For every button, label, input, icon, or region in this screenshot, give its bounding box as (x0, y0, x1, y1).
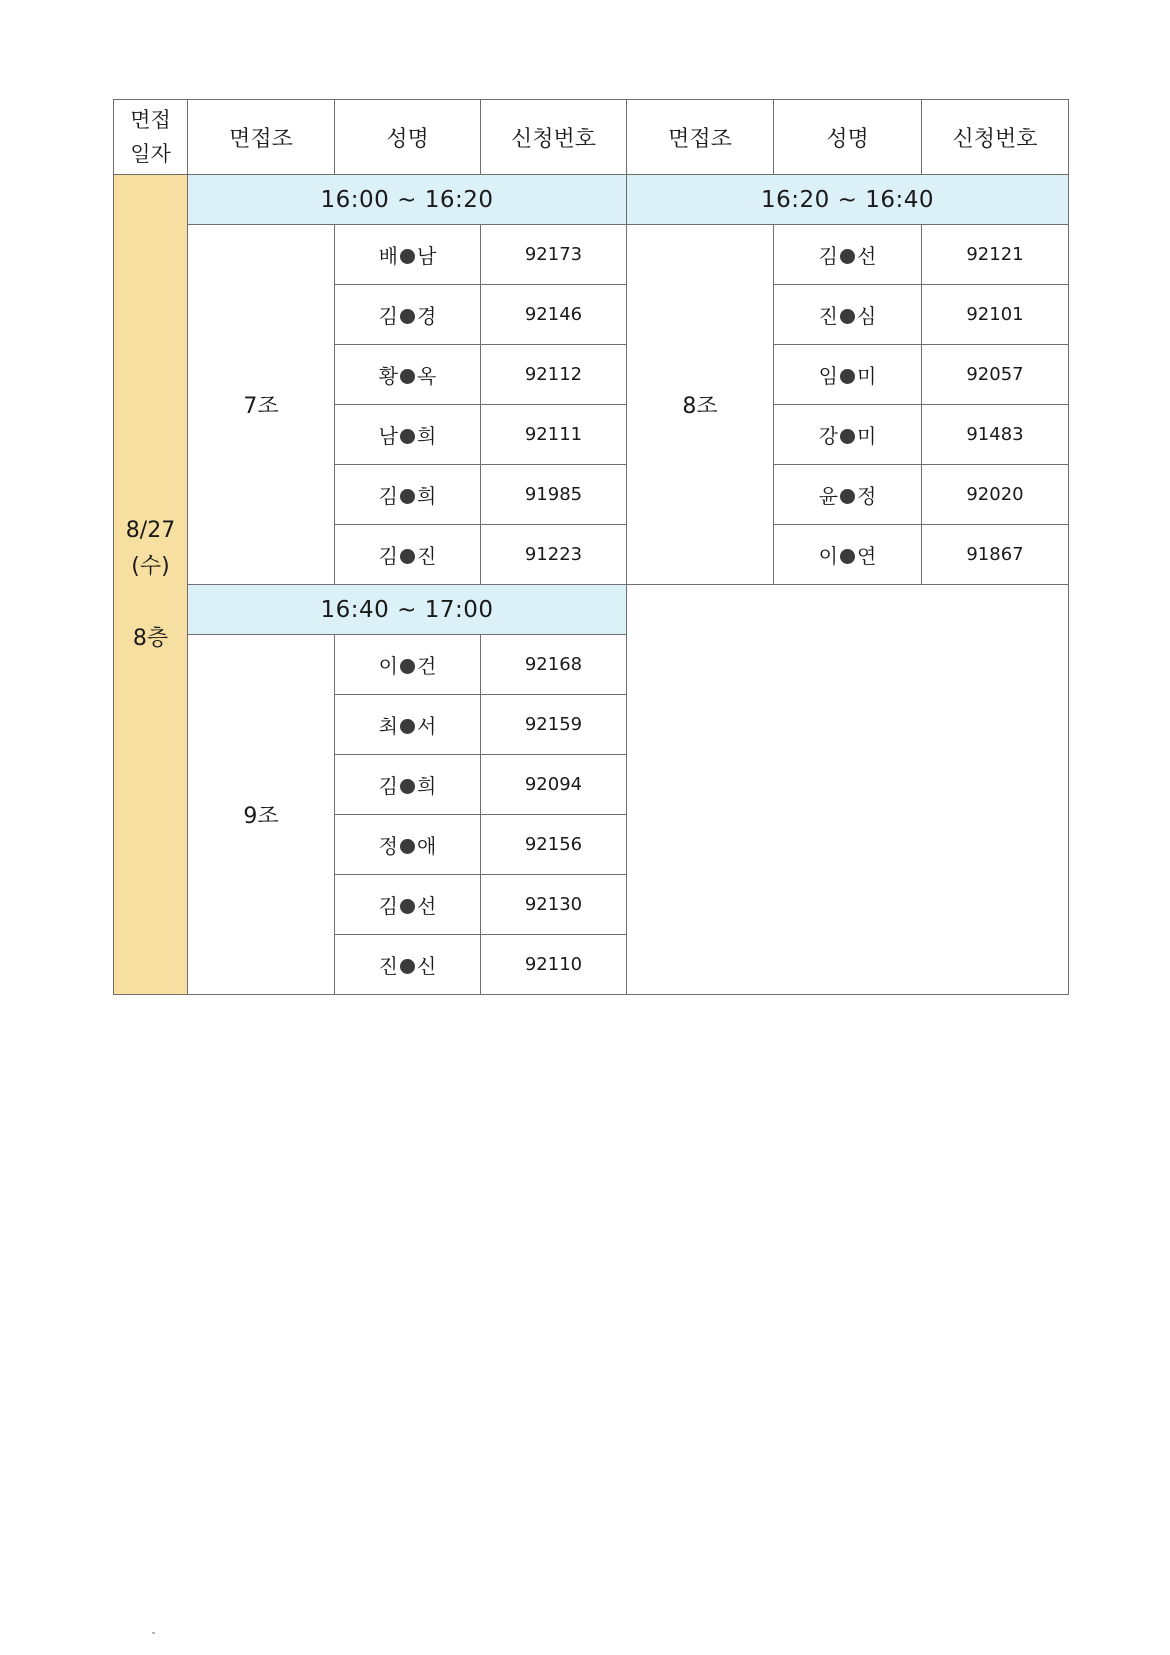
header-appno-left: 신청번호 (481, 100, 627, 175)
given-name: 진 (417, 544, 437, 568)
mask-dot-icon (400, 839, 415, 854)
slot-row-top (114, 175, 1069, 225)
surname: 황 (378, 364, 398, 388)
name-cell-left (335, 225, 481, 285)
given-name: 선 (857, 244, 877, 268)
mask-dot-icon (840, 429, 855, 444)
surname: 남 (378, 424, 398, 448)
application-number-left: 92173 (481, 225, 627, 285)
date-text: 8/27 (125, 517, 176, 543)
given-name: 희 (417, 774, 437, 798)
name-cell-right (774, 525, 922, 585)
header-date (114, 100, 188, 175)
table-row (114, 225, 1069, 285)
mask-dot-icon (840, 309, 855, 324)
name-cell-right (774, 345, 922, 405)
time-slot-1: 16:00 ~ 16:20 (188, 175, 627, 225)
given-name: 미 (857, 364, 877, 388)
surname: 진 (378, 954, 398, 978)
date-cell (114, 175, 188, 995)
application-number-left: 92110 (481, 935, 627, 995)
given-name: 희 (417, 484, 437, 508)
application-number-right: 91483 (922, 405, 1069, 465)
name-cell-left (335, 875, 481, 935)
given-name: 희 (417, 424, 437, 448)
name-cell-left (335, 815, 481, 875)
name-cell-right (774, 225, 922, 285)
scan-speck (152, 1632, 155, 1634)
header-appno-right: 신청번호 (922, 100, 1069, 175)
surname: 윤 (818, 484, 838, 508)
header-date-line-2: 일자 (130, 142, 171, 166)
application-number-left: 92112 (481, 345, 627, 405)
header-group-right: 면접조 (627, 100, 774, 175)
application-number-right: 92101 (922, 285, 1069, 345)
surname: 김 (378, 544, 398, 568)
header-group-left: 면접조 (188, 100, 335, 175)
header-name-right: 성명 (774, 100, 922, 175)
header-name-left: 성명 (335, 100, 481, 175)
mask-dot-icon (400, 549, 415, 564)
surname: 진 (818, 304, 838, 328)
name-cell-left (335, 755, 481, 815)
given-name: 경 (417, 304, 437, 328)
mask-dot-icon (400, 309, 415, 324)
header-row (114, 100, 1069, 175)
mask-dot-icon (400, 719, 415, 734)
application-number-right: 92121 (922, 225, 1069, 285)
application-number-left: 92156 (481, 815, 627, 875)
surname: 정 (378, 834, 398, 858)
application-number-left: 92168 (481, 635, 627, 695)
name-cell-right (774, 285, 922, 345)
surname: 배 (378, 244, 398, 268)
surname: 이 (378, 654, 398, 678)
empty-area (627, 585, 1069, 995)
name-cell-left (335, 405, 481, 465)
name-cell-left (335, 635, 481, 695)
mask-dot-icon (400, 659, 415, 674)
given-name: 신 (417, 954, 437, 978)
given-name: 남 (417, 244, 437, 268)
application-number-right: 92020 (922, 465, 1069, 525)
surname: 이 (818, 544, 838, 568)
given-name: 선 (417, 894, 437, 918)
surname: 임 (818, 364, 838, 388)
time-slot-2: 16:20 ~ 16:40 (627, 175, 1069, 225)
header-date-line-1: 면접 (130, 108, 171, 132)
mask-dot-icon (400, 429, 415, 444)
time-slot-3: 16:40 ~ 17:00 (188, 585, 627, 635)
mask-dot-icon (400, 489, 415, 504)
group-cell-right: 8조 (627, 225, 774, 585)
given-name: 정 (857, 484, 877, 508)
group-cell-left: 7조 (188, 225, 335, 585)
application-number-right: 92057 (922, 345, 1069, 405)
schedule-table (113, 99, 1069, 995)
given-name: 서 (417, 714, 437, 738)
given-name: 건 (417, 654, 437, 678)
mask-dot-icon (840, 549, 855, 564)
application-number-left: 91985 (481, 465, 627, 525)
given-name: 연 (857, 544, 877, 568)
application-number-left: 92111 (481, 405, 627, 465)
name-cell-right (774, 405, 922, 465)
name-cell-left (335, 285, 481, 345)
name-cell-left (335, 525, 481, 585)
interview-schedule (113, 99, 1068, 995)
surname: 김 (378, 894, 398, 918)
mask-dot-icon (400, 369, 415, 384)
group-cell-left: 9조 (188, 635, 335, 995)
name-cell-left (335, 935, 481, 995)
name-cell-left (335, 345, 481, 405)
given-name: 미 (857, 424, 877, 448)
surname: 강 (818, 424, 838, 448)
surname: 김 (378, 774, 398, 798)
weekday-text: (수) (131, 553, 170, 579)
mask-dot-icon (400, 899, 415, 914)
slot-row-bottom (114, 585, 1069, 635)
surname: 김 (378, 484, 398, 508)
name-cell-left (335, 695, 481, 755)
mask-dot-icon (400, 249, 415, 264)
floor-text: 8층 (132, 625, 169, 651)
given-name: 애 (417, 834, 437, 858)
mask-dot-icon (840, 369, 855, 384)
surname: 김 (818, 244, 838, 268)
application-number-right: 91867 (922, 525, 1069, 585)
application-number-left: 92094 (481, 755, 627, 815)
given-name: 옥 (417, 364, 437, 388)
name-cell-right (774, 465, 922, 525)
application-number-left: 92159 (481, 695, 627, 755)
application-number-left: 92146 (481, 285, 627, 345)
application-number-left: 92130 (481, 875, 627, 935)
mask-dot-icon (400, 779, 415, 794)
surname: 최 (378, 714, 398, 738)
mask-dot-icon (840, 249, 855, 264)
mask-dot-icon (840, 489, 855, 504)
application-number-left: 91223 (481, 525, 627, 585)
surname: 김 (378, 304, 398, 328)
given-name: 심 (857, 304, 877, 328)
name-cell-left (335, 465, 481, 525)
mask-dot-icon (400, 959, 415, 974)
